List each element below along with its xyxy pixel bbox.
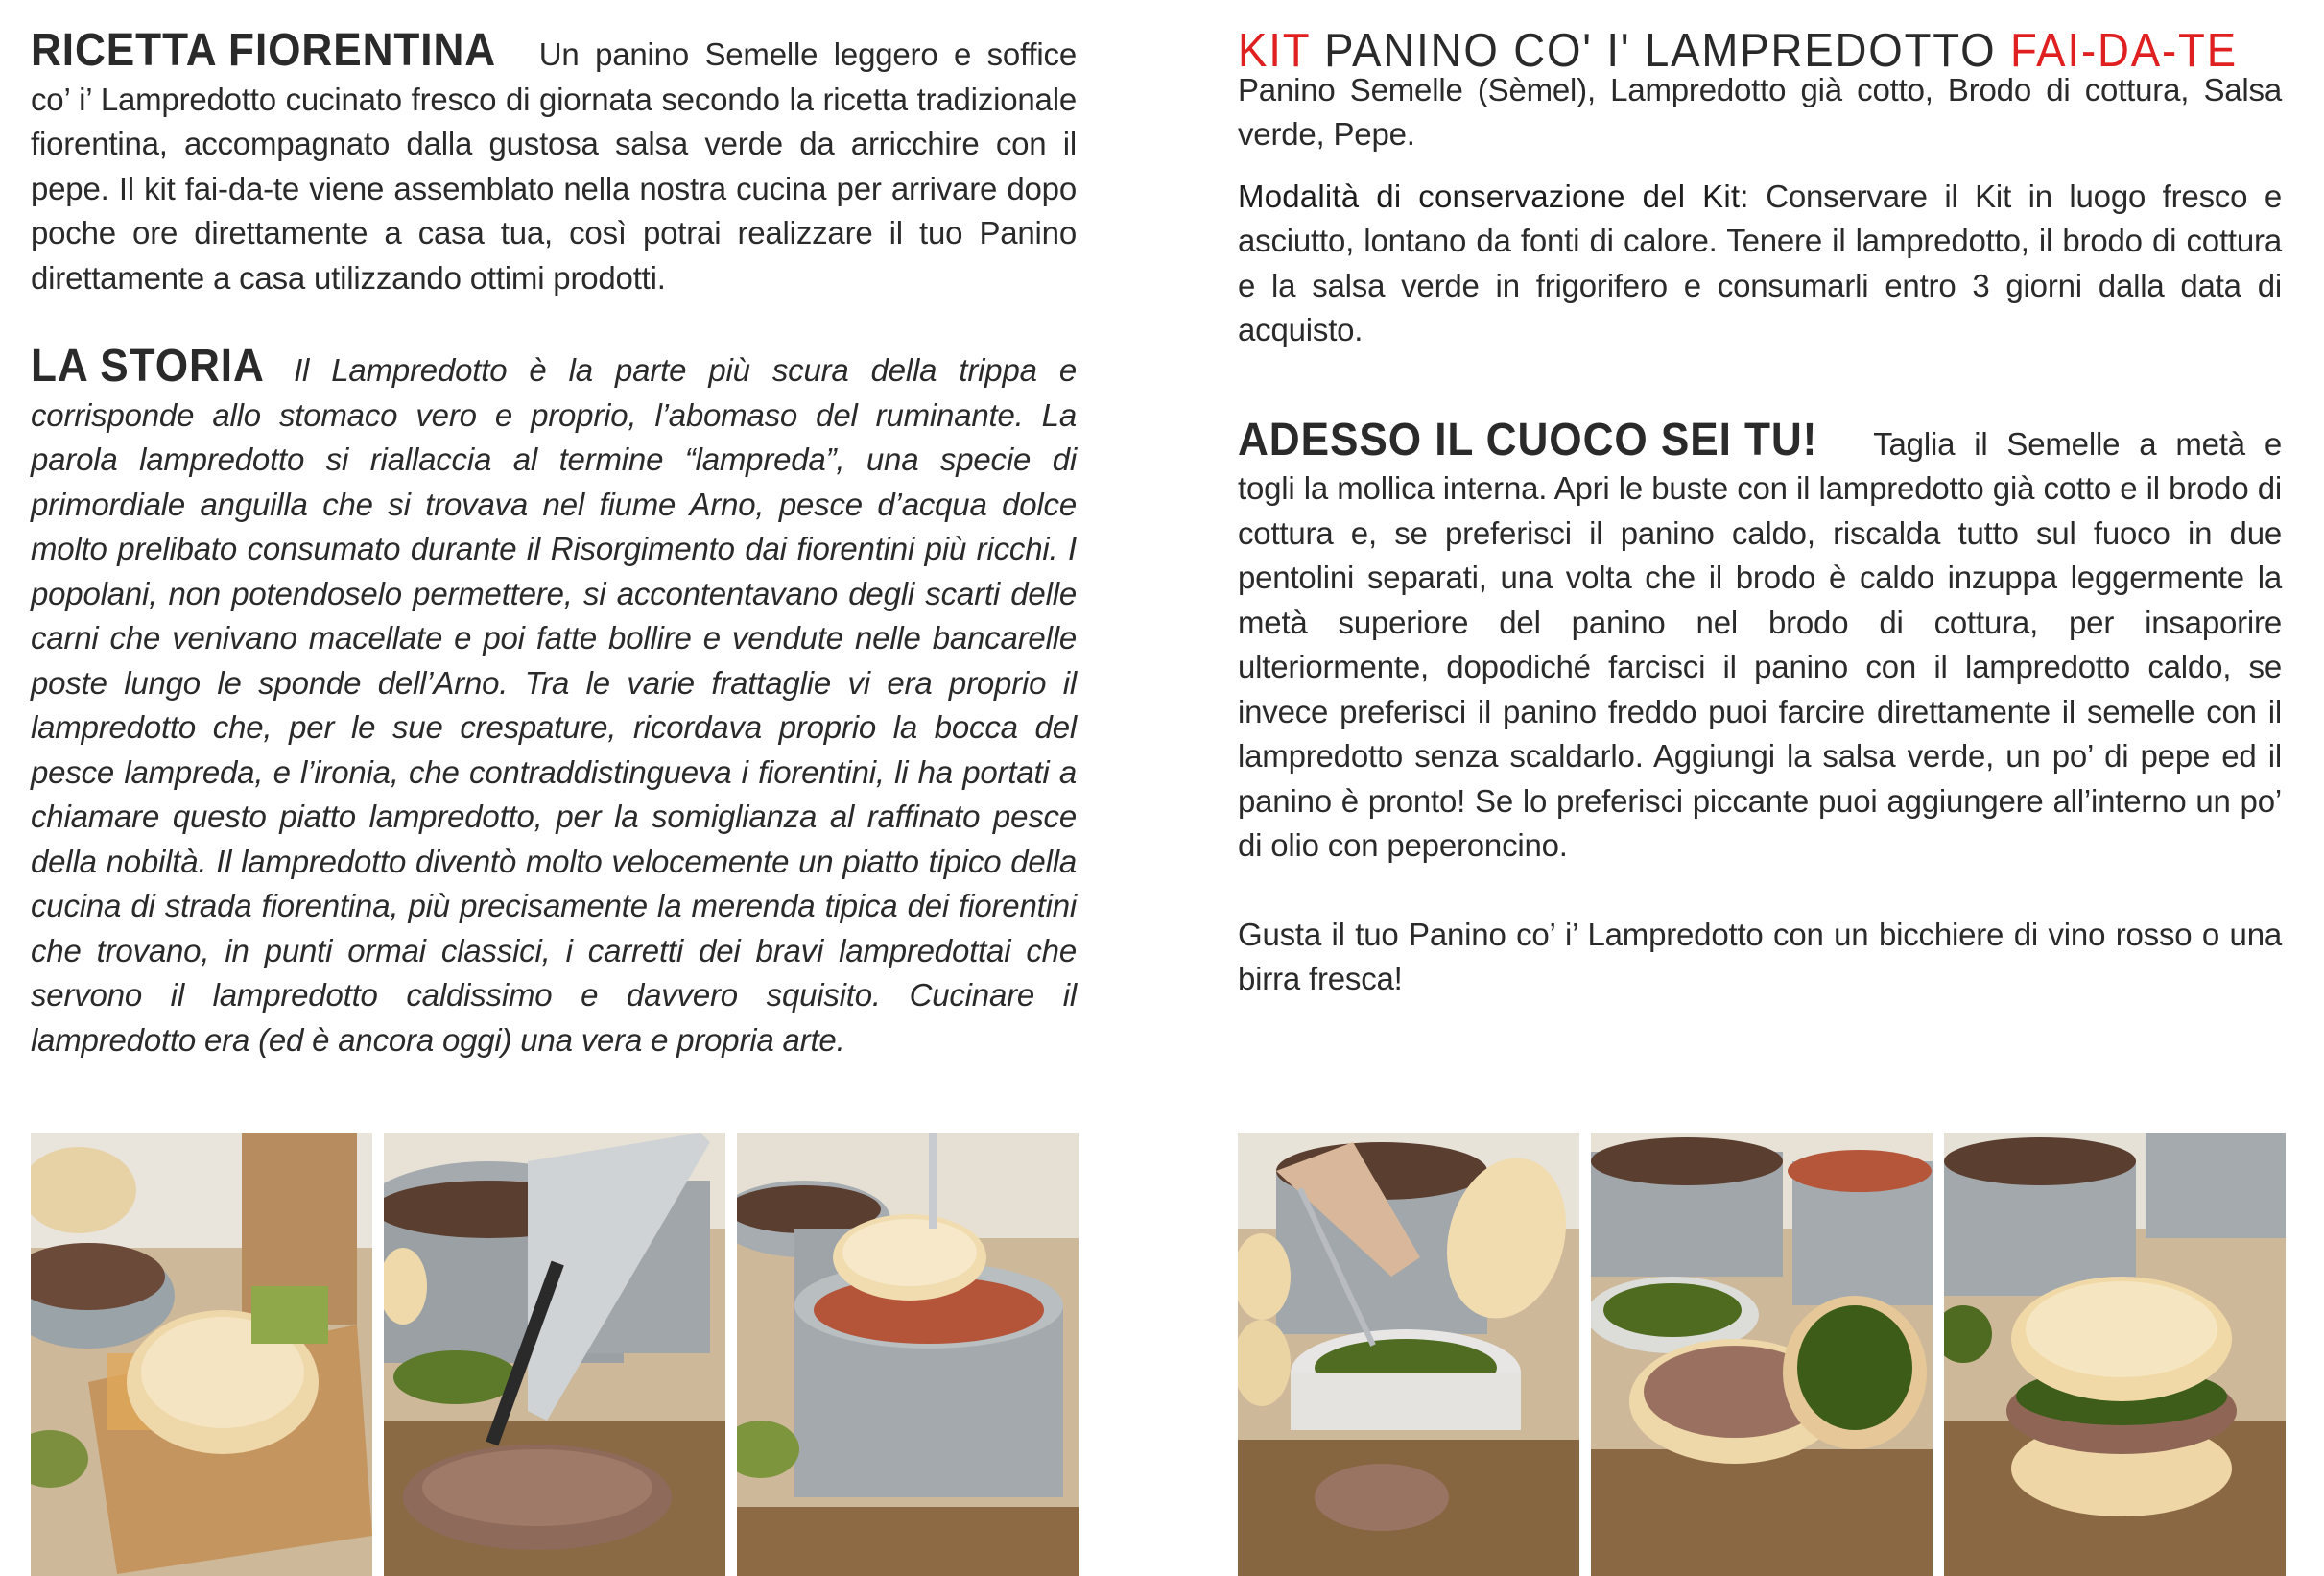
storia-heading: LA STORIA bbox=[31, 341, 265, 392]
cutting-lampredotto-photo bbox=[384, 1133, 725, 1576]
kit-heading-panino: PANINO CO' I' LAMPREDOTTO bbox=[1324, 25, 1997, 77]
cuoco-heading: ADESSO IL CUOCO SEI TU! bbox=[1238, 414, 1818, 466]
storia-section bbox=[31, 341, 1077, 1063]
salsa-verde-spoon-photo bbox=[1238, 1133, 1579, 1576]
kit-heading-faidate: FAI-DA-TE bbox=[2010, 25, 2239, 77]
ricetta-heading: RICETTA FIORENTINA bbox=[31, 25, 497, 76]
gusta-text: Gusta il tuo Panino co’ i’ Lampredotto con un bicchiere di vino rosso o una birra fresca! bbox=[1238, 916, 2282, 996]
kit-contents: Panino Semelle (Sèmel), Lampredotto già cotto, Brodo di cottura, Salsa verde, Pepe. bbox=[1238, 71, 2282, 152]
cuoco-section bbox=[1238, 414, 2282, 869]
storage-section bbox=[1238, 175, 2282, 353]
right-column bbox=[1238, 25, 2283, 1002]
ricetta-section bbox=[31, 25, 1077, 300]
left-column bbox=[31, 25, 1077, 1063]
kit-heading bbox=[1238, 25, 2239, 77]
ricetta-text: Un panino Semelle leggero e soffice co’ i’ Lampredotto cucinato fresco di giornata secondo la ricetta tradizionale fiorentina, accompagnato dalla gustosa salsa verde da arricchire con il pepe. Il kit fai-da-te viene assemblato nella nostra cucina per arrivare dopo poche ore direttamente a casa tua, così potrai realizzare il tuo Panino direttamente a casa utilizzando ottimi prodotti. bbox=[31, 36, 1077, 296]
storia-text: Il Lampredotto è la parte più scura della trippa e corrisponde allo stomaco vero e proprio, l’abomaso del ruminante. La parola lampredotto si riallaccia al termine “lampreda”, una specie di primordiale anguilla che si trovava nel fiume Arno, pesce d’acqua dolce molto prelibato consumato durante il Risorgimento dai fiorentini più ricchi. I popolani, non potendoselo permettere, si accontentavano degli scarti delle carni che venivano macellate e poi fatte bollire e vendute nelle bancarelle poste lungo le sponde dell’Arno. Tra le varie frattaglie vi era proprio il lampredotto che, per le sue crespature, ricordava proprio la bocca del pesce lampreda, e l’ironia, che contraddistingueva i fiorentini, li ha portati a chiamare questo piatto lampredotto, per la somiglianza al raffinato pesce della nobiltà. Il lampredotto diventò molto velocemente un piatto tipico della cucina di strada fiorentina, più precisamente la merenda tipica dei fiorentini che trovano, in punti ormai classici, i carretti dei bravi lampredottai che servono il lampredotto caldissimo e davvero squisito. Cucinare il lampredotto era (ed è ancora oggi) una vera e propria arte. bbox=[31, 352, 1077, 1058]
storage-label: Modalità di conservazione del Kit: bbox=[1238, 178, 1749, 214]
kit-box-photo bbox=[31, 1133, 372, 1576]
finished-panino-photo bbox=[1944, 1133, 2286, 1576]
storage-text: Conservare il Kit in luogo fresco e asciutto, lontano da fonti di calore. Tenere il lampredotto, il brodo di cottura e la salsa verde in frigorifero e consumarli entro 3 giorni dalla data di acquisto. bbox=[1238, 178, 2283, 347]
bread-over-broth-photo bbox=[737, 1133, 1079, 1576]
kit-heading-kit: KIT bbox=[1238, 25, 1311, 77]
cuoco-text: Taglia il Semelle a metà e togli la mollica interna. Apri le buste con il lampredotto già cotto e il brodo di cottura e, se preferisci il panino caldo, riscalda tutto sul fuoco in due pentolini separati, una volta che il brodo è caldo inzuppa leggermente la metà superiore del panino nel brodo di cottura, per insaporire ulteriormente, dopodiché farcisci il panino con il lampredotto caldo, se invece preferisci il panino freddo puoi farcire direttamente il semelle con il lampredotto senza scaldarlo. Aggiungi la salsa verde, un po’ di pepe ed il panino è pronto! Se lo preferisci piccante puoi aggiungere all’interno un po’ di olio con peperoncino. bbox=[1238, 425, 2282, 863]
filled-bun-open-photo bbox=[1591, 1133, 1933, 1576]
